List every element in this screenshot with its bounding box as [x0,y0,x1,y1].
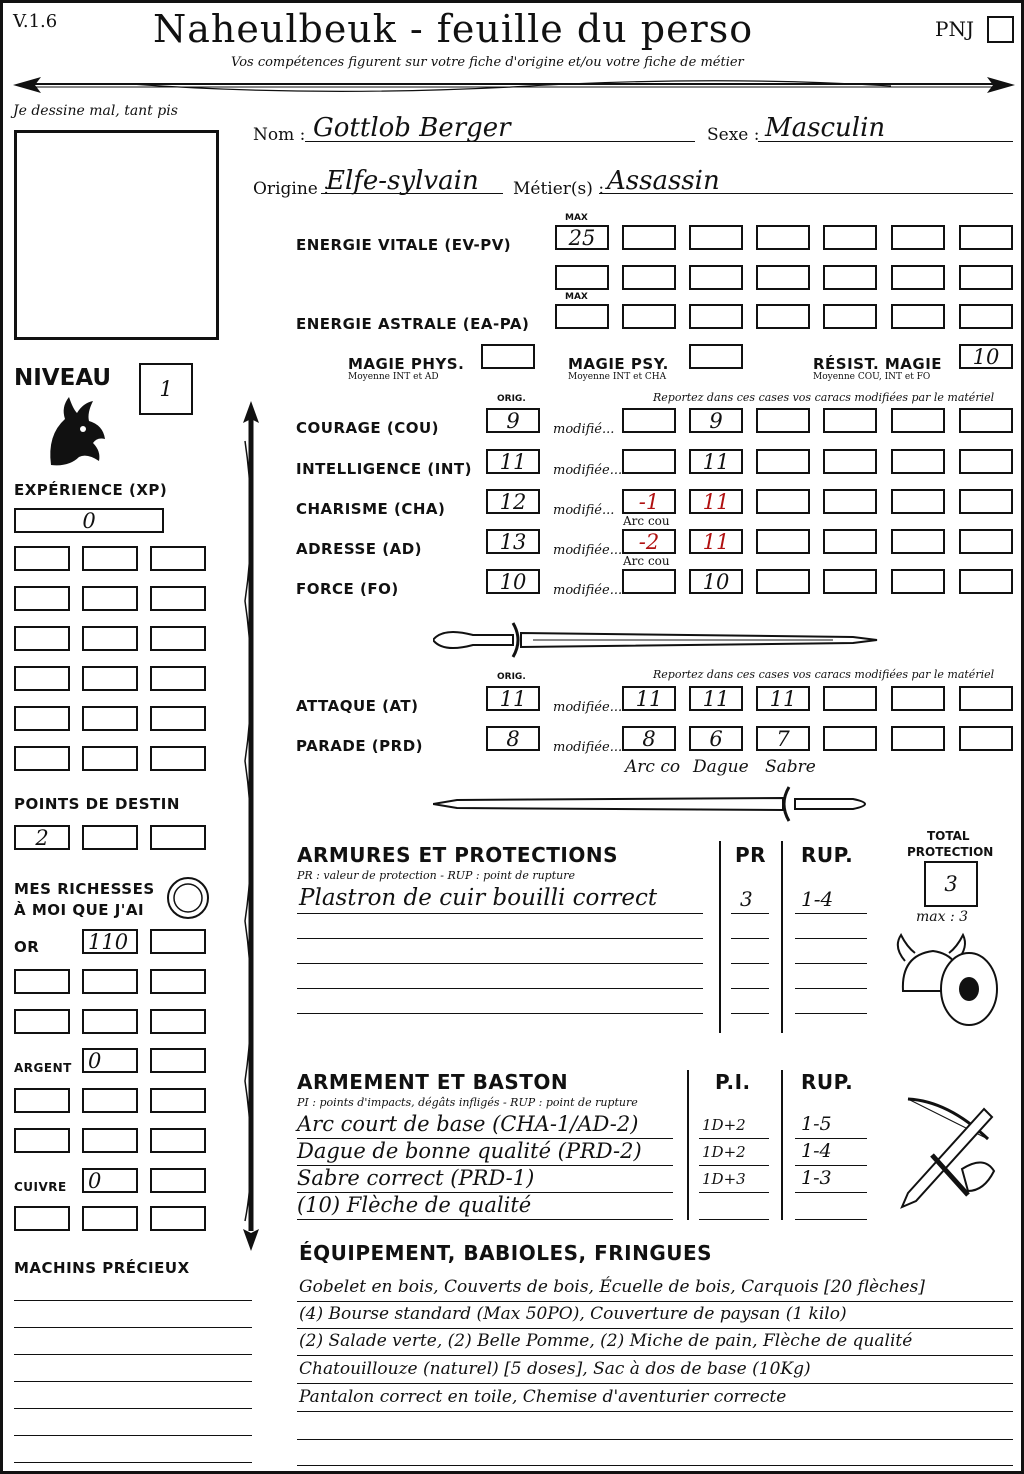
energy-box[interactable] [622,225,676,250]
nom-value[interactable]: Gottlob Berger [313,113,511,143]
nom-line [305,141,695,142]
armor-pr-header: PR [735,843,767,867]
sexe-line [758,141,1013,142]
xp-label: EXPÉRIENCE (XP) [14,481,168,499]
weapon-rup-line [795,1192,867,1193]
energy-box[interactable] [622,265,676,290]
ev-max-label: MAX [565,213,588,223]
weapon-pi-line [699,1192,769,1193]
nom-label: Nom : [253,125,306,145]
weapon-label-sabre: Sabre [765,757,816,777]
total-protection-box[interactable]: 3 [924,861,978,907]
staff-icon [231,401,271,1251]
xp-box[interactable]: 0 [14,508,164,533]
xp-box[interactable] [14,706,70,731]
energy-box[interactable] [959,304,1013,329]
coin-icon [165,875,211,921]
sword-icon-2 [433,781,878,827]
destin-box-1[interactable]: 2 [14,825,70,850]
magie-psy-note: Moyenne INT et CHA [568,372,667,382]
pnj-checkbox[interactable] [987,16,1014,43]
energy-box[interactable] [959,265,1013,290]
money-value-box[interactable]: 110 [82,929,138,954]
carac-orig-box[interactable]: 11 [486,449,540,474]
carac-value-box[interactable] [756,408,810,433]
equipment-line [297,1328,1013,1329]
equipment-line [297,1355,1013,1356]
armor-divider-2 [781,841,783,1033]
weapon-item-name[interactable]: (10) Flèche de qualité [297,1193,532,1217]
helmet-shield-icon [893,931,1003,1031]
carac-mod-box[interactable]: -2 [622,529,676,554]
at-value-box[interactable]: 11 [622,686,676,711]
at-value-box[interactable]: 11 [689,686,743,711]
carac-value-box[interactable]: 11 [689,529,743,554]
weapon-pi-line [699,1165,769,1166]
weapon-item-rup[interactable]: 1-3 [801,1167,832,1189]
prd-value-box[interactable] [891,726,945,751]
carac-mod-label: modifiée... [553,583,623,598]
armor-pr-line [731,988,769,989]
armor-line [297,1013,703,1014]
carac-orig-box[interactable]: 9 [486,408,540,433]
ev-label: ENERGIE VITALE (EV-PV) [296,236,512,254]
carac-value-box[interactable] [959,489,1013,514]
weapon-rup-line [795,1138,867,1139]
energy-box[interactable] [555,304,609,329]
money-box[interactable] [14,1009,70,1034]
destin-label: POINTS DE DESTIN [14,795,180,813]
carac-value-box[interactable] [823,449,877,474]
armor-rup-line [795,1013,867,1014]
origine-line [321,193,503,194]
at-value-box[interactable]: 11 [756,686,810,711]
xp-box[interactable] [82,746,138,771]
money-box[interactable] [150,1206,206,1231]
xp-box[interactable] [14,586,70,611]
at-value-box[interactable] [959,686,1013,711]
prd-value-box[interactable] [823,726,877,751]
carac-value-box[interactable] [959,569,1013,594]
money-box[interactable] [150,1128,206,1153]
armor-item-name[interactable]: Plastron de cuir bouilli correct [299,885,658,911]
money-box[interactable] [82,1128,138,1153]
money-box[interactable] [82,1088,138,1113]
money-box[interactable] [150,1088,206,1113]
magie-psy-box[interactable] [689,344,743,369]
money-box[interactable] [82,1009,138,1034]
armor-line [297,913,703,914]
richesses-label-1: MES RICHESSES [14,880,155,898]
ea-label: ENERGIE ASTRALE (EA-PA) [296,315,530,333]
carac-value-box[interactable] [823,529,877,554]
equipment-line [297,1465,1013,1466]
machins-line [14,1435,252,1436]
weapons-rup-header: RUP. [801,1070,854,1094]
carac-value-box[interactable] [959,408,1013,433]
armor-pr-line [731,938,769,939]
xp-box[interactable] [150,586,206,611]
prd-value-box[interactable]: 7 [756,726,810,751]
total-protection-label-1: TOTAL [927,829,970,843]
carac-value-box[interactable] [891,408,945,433]
weapon-label-dague: Dague [693,757,749,777]
equipment-title: ÉQUIPEMENT, BABIOLES, FRINGUES [299,1241,713,1265]
carac-value-box[interactable] [959,529,1013,554]
armor-item-pr[interactable]: 3 [740,887,753,911]
energy-box[interactable]: 25 [555,225,609,250]
sheet-subtitle: Vos compétences figurent sur votre fiche d'origine et/ou votre fiche de métier [231,55,744,70]
carac-mod-label: modifiée... [553,463,623,478]
carac-value-box[interactable] [756,529,810,554]
money-box[interactable] [82,969,138,994]
weapons-pi-header: P.I. [715,1070,751,1094]
money-value-box[interactable]: 0 [82,1168,138,1193]
carac-label: FORCE (FO) [296,580,399,598]
xp-box[interactable] [14,626,70,651]
money-box[interactable] [150,969,206,994]
magie-phys-box[interactable] [481,344,535,369]
money-box[interactable] [150,1048,206,1073]
carac-value-box[interactable] [756,489,810,514]
money-value-box[interactable]: 0 [82,1048,138,1073]
equipment-line [297,1439,1013,1440]
sexe-label: Sexe : [707,125,760,145]
carac-mod-box[interactable]: -1 [622,489,676,514]
energy-box[interactable] [689,225,743,250]
carac-mod-box[interactable] [622,449,676,474]
xp-box[interactable] [82,706,138,731]
carac-value-box[interactable]: 9 [689,408,743,433]
armor-line [297,988,703,989]
carac-mod-note: Arc cou [623,514,670,528]
carac-mod-label: modifié... [553,422,615,437]
carac-value-box[interactable]: 11 [689,489,743,514]
machins-line [14,1408,252,1409]
prd-value-box[interactable] [959,726,1013,751]
weapon-pi-line [699,1219,769,1220]
prd-label: PARADE (PRD) [296,737,424,755]
cuivre-label: CUIVRE [14,1180,67,1194]
total-protection-label-2: PROTECTION [907,845,994,859]
equipment-line [297,1301,1013,1302]
weapon-line [297,1219,673,1220]
carac-value-box[interactable] [891,529,945,554]
weapon-rup-line [795,1219,867,1220]
weapons-note: PI : points d'impacts, dégâts infligés - RUP : point de rupture [297,1096,638,1109]
carac-value-box[interactable] [756,569,810,594]
portrait-box[interactable] [14,130,219,340]
portrait-caption: Je dessine mal, tant pis [13,103,178,119]
money-box[interactable] [14,1088,70,1113]
carac-value-box[interactable]: 10 [689,569,743,594]
weapon-pi-line [699,1138,769,1139]
at-value-box[interactable] [891,686,945,711]
dragon-icon [43,395,109,467]
ea-max-label: MAX [565,292,588,302]
equipment-line-text[interactable]: Pantalon correct en toile, Chemise d'aventurier correcte [299,1387,787,1407]
money-box[interactable] [150,1009,206,1034]
richesses-label-2: À MOI QUE J'AI [14,901,145,919]
energy-box[interactable] [756,304,810,329]
armor-rup-header: RUP. [801,843,854,867]
pnj-label: PNJ [935,17,974,41]
total-protection-max: max : 3 [916,909,969,925]
carac-value-box[interactable] [823,569,877,594]
xp-box[interactable] [14,746,70,771]
weapons-divider-1 [687,1070,689,1220]
carac-value-box[interactable] [891,569,945,594]
machins-label: MACHINS PRÉCIEUX [14,1259,190,1277]
money-box[interactable] [150,929,206,954]
energy-box[interactable] [689,304,743,329]
xp-box[interactable] [150,706,206,731]
equipment-line-text[interactable]: (2) Salade verte, (2) Belle Pomme, (2) Miche de pain, Flèche de qualité [299,1331,913,1351]
energy-box[interactable] [891,225,945,250]
niveau-box[interactable]: 1 [139,363,193,415]
xp-box[interactable] [82,666,138,691]
armor-line [297,963,703,964]
resist-magie-label: RÉSIST. MAGIE [813,355,943,373]
combat-report-note: Reportez dans ces cases vos caracs modifiées par le matériel [653,668,995,681]
niveau-label: NIVEAU [14,365,112,391]
prd-value-box[interactable]: 8 [622,726,676,751]
bow-sword-axe-icon [888,1095,1008,1217]
origine-label: Origine : [253,179,329,199]
carac-mod-box[interactable] [622,408,676,433]
weapon-item-rup[interactable]: 1-4 [801,1140,832,1162]
armor-rup-line [795,913,867,914]
carac-value-box[interactable] [823,489,877,514]
machins-line [14,1462,252,1463]
sword-icon [433,615,878,665]
carac-orig-box[interactable]: 10 [486,569,540,594]
carac-value-box[interactable] [891,489,945,514]
energy-box[interactable] [756,265,810,290]
weapons-title: ARMEMENT ET BASTON [297,1070,569,1094]
machins-line [14,1300,252,1301]
carac-orig-box[interactable]: 12 [486,489,540,514]
resist-magie-box[interactable]: 10 [959,344,1013,369]
weapon-rup-line [795,1165,867,1166]
version-label: V.1.6 [13,11,58,32]
xp-box[interactable] [82,626,138,651]
machins-line [14,1381,252,1382]
at-label: ATTAQUE (AT) [296,697,419,715]
energy-box[interactable] [891,265,945,290]
machins-line [14,1327,252,1328]
energy-box[interactable] [823,265,877,290]
armor-pr-line [731,1013,769,1014]
armor-rup-line [795,963,867,964]
energy-box[interactable] [823,304,877,329]
carac-value-box[interactable] [823,408,877,433]
carac-label: COURAGE (COU) [296,419,440,437]
xp-box[interactable] [150,626,206,651]
carac-mod-label: modifié... [553,503,615,518]
carac-mod-label: modifiée... [553,543,623,558]
xp-box[interactable] [82,546,138,571]
equipment-line-text[interactable]: Chatouillouze (naturel) [5 doses], Sac à dos de base (10Kg) [299,1359,811,1379]
xp-box[interactable] [150,546,206,571]
prd-orig-box[interactable]: 8 [486,726,540,751]
magie-phys-note: Moyenne INT et AD [348,372,439,382]
equipment-line-text[interactable]: (4) Bourse standard (Max 50PO), Couverture de paysan (1 kilo) [299,1304,847,1324]
combat-orig-label: ORIG. [497,672,526,682]
energy-box[interactable] [756,225,810,250]
carac-orig-box[interactable]: 13 [486,529,540,554]
carac-mod-note: Arc cou [623,554,670,568]
xp-box[interactable] [14,666,70,691]
carac-label: ADRESSE (AD) [296,540,423,558]
prd-value-box[interactable]: 6 [689,726,743,751]
spear-divider-icon [11,69,1017,99]
xp-box[interactable] [14,546,70,571]
money-box[interactable] [14,1128,70,1153]
carac-label: INTELLIGENCE (INT) [296,460,472,478]
argent-label: ARGENT [14,1061,72,1075]
equipment-line-text[interactable]: Gobelet en bois, Couverts de bois, Écuelle de bois, Carquois [20 flèches] [299,1277,925,1297]
armor-title: ARMURES ET PROTECTIONS [297,843,618,867]
carac-value-box[interactable] [891,449,945,474]
carac-value-box[interactable] [959,449,1013,474]
money-box[interactable] [82,1206,138,1231]
armor-line [297,938,703,939]
carac-label: CHARISME (CHA) [296,500,446,518]
weapon-item-pi[interactable]: 1D+3 [702,1170,746,1188]
weapon-label-arc: Arc co [625,757,681,777]
weapons-divider-2 [781,1070,783,1220]
magie-phys-label: MAGIE PHYS. [348,355,465,373]
money-box[interactable] [14,1206,70,1231]
weapon-item-name[interactable]: Sabre correct (PRD-1) [297,1166,535,1190]
metier-line [599,193,1013,194]
armor-pr-line [731,963,769,964]
equipment-line [297,1383,1013,1384]
xp-box[interactable] [82,586,138,611]
equipment-line [297,1411,1013,1412]
energy-box[interactable] [891,304,945,329]
energy-box[interactable] [622,304,676,329]
energy-box[interactable] [555,265,609,290]
at-orig-box[interactable]: 11 [486,686,540,711]
weapon-item-name[interactable]: Arc court de base (CHA-1/AD-2) [297,1112,639,1136]
caracs-orig-label: ORIG. [497,394,526,404]
weapon-item-name[interactable]: Dague de bonne qualité (PRD-2) [297,1139,642,1163]
at-value-box[interactable] [823,686,877,711]
energy-box[interactable] [823,225,877,250]
xp-box[interactable] [150,666,206,691]
origine-value[interactable]: Elfe-sylvain [326,166,479,196]
money-box[interactable] [150,1168,206,1193]
money-box[interactable] [14,969,70,994]
carac-mod-box[interactable] [622,569,676,594]
weapon-item-pi[interactable]: 1D+2 [702,1143,746,1161]
metier-label: Métier(s) : [513,179,605,199]
armor-rup-line [795,938,867,939]
weapon-item-rup[interactable]: 1-5 [801,1113,832,1135]
armor-item-rup[interactable]: 1-4 [801,887,834,911]
at-mod-label: modifiée... [553,700,623,715]
armor-note: PR : valeur de protection - RUP : point de rupture [297,869,575,882]
resist-magie-note: Moyenne COU, INT et FO [813,372,931,382]
or-label: OR [14,938,40,956]
armor-pr-line [731,913,769,914]
machins-line [14,1354,252,1355]
carac-value-box[interactable]: 11 [689,449,743,474]
sexe-value[interactable]: Masculin [765,113,886,143]
prd-mod-label: modifiée... [553,740,623,755]
xp-box[interactable] [150,746,206,771]
energy-box[interactable] [689,265,743,290]
armor-divider-1 [719,841,721,1033]
destin-box-2[interactable] [82,825,138,850]
armor-rup-line [795,988,867,989]
metier-value[interactable]: Assassin [607,166,720,196]
destin-box-3[interactable] [150,825,206,850]
caracs-report-note: Reportez dans ces cases vos caracs modifiées par le matériel [653,391,995,404]
weapon-item-pi[interactable]: 1D+2 [702,1116,746,1134]
sheet-title: Naheulbeuk - feuille du perso [153,7,754,51]
magie-psy-label: MAGIE PSY. [568,355,669,373]
carac-value-box[interactable] [756,449,810,474]
energy-box[interactable] [959,225,1013,250]
